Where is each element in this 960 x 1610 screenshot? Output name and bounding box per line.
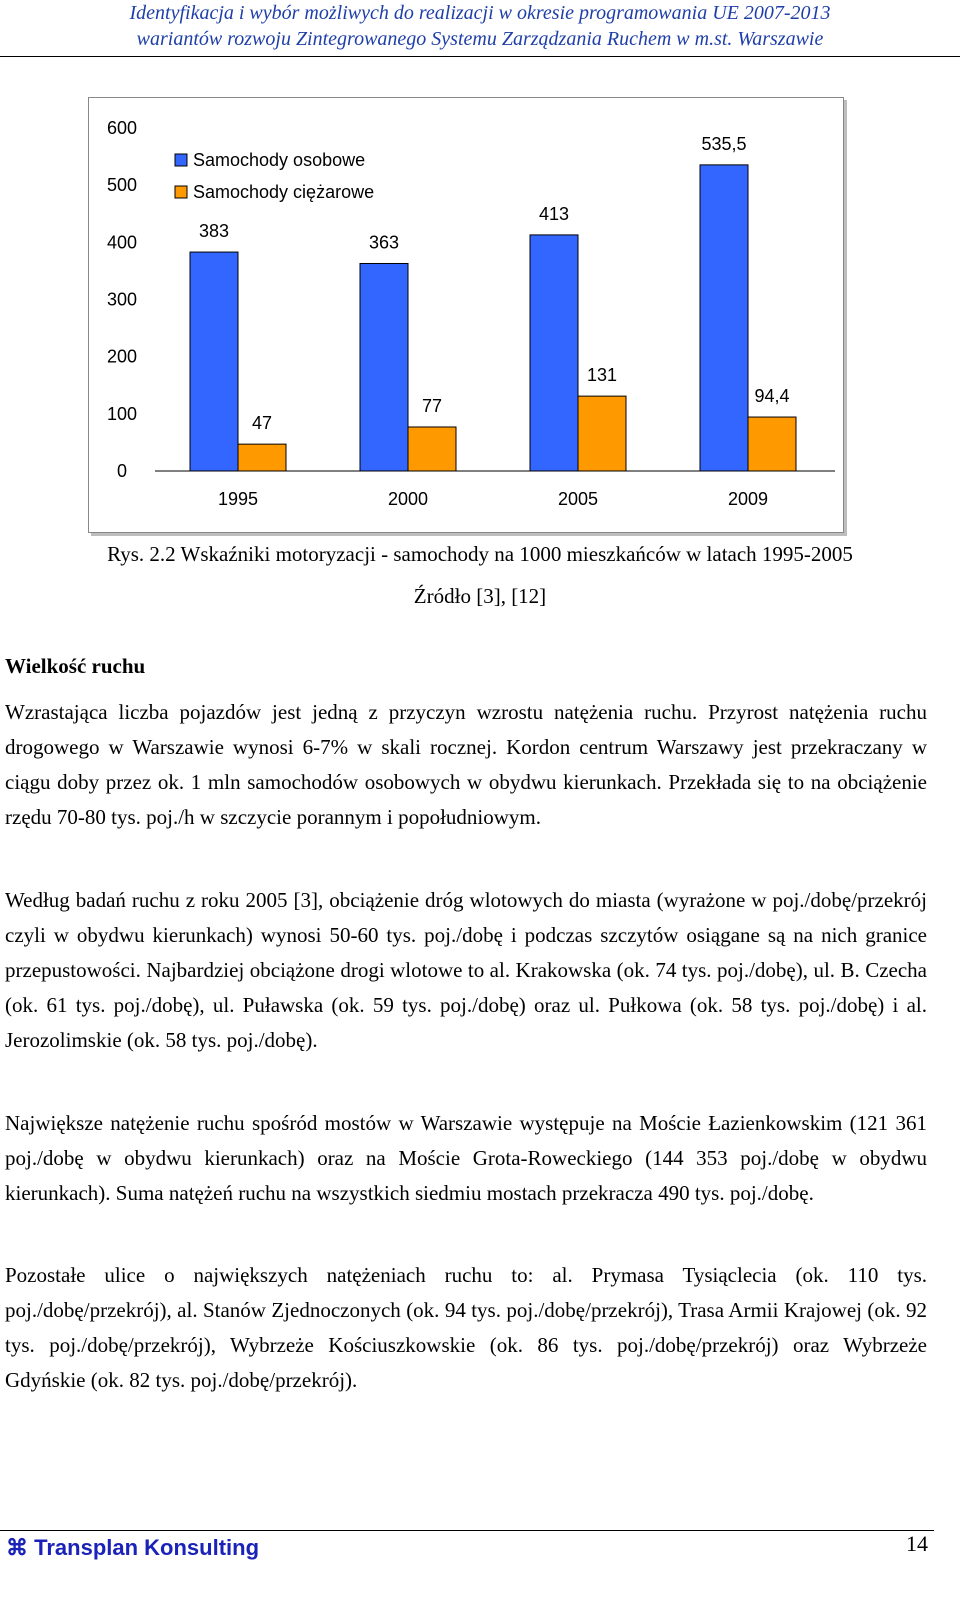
legend-label: Samochody ciężarowe	[193, 182, 375, 202]
x-tick-label: 2009	[727, 489, 769, 509]
bar	[238, 444, 286, 471]
section-title: Wielkość ruchu	[5, 654, 146, 678]
data-label: 131	[586, 365, 618, 386]
data-label: 77	[421, 395, 443, 416]
bar	[700, 165, 748, 471]
y-tick-label: 500	[106, 175, 138, 196]
bar	[360, 263, 408, 471]
data-label: 383	[198, 221, 230, 242]
header-line-1: Identyfikacja i wybór możliwych do realizacji w okresie programowania UE 2007-2013	[129, 2, 831, 24]
paragraph-3: Największe natężenie ruchu spośród mostów w Warszawie występuje na Moście Łazienkowskim (121 361 poj./dobę w obydwu kierunkach) oraz na Moście Grota-Roweckiego (144 353 poj./dobę w obydwu kierunkach). Suma natężeń ruchu na wszystkich siedmiu mostach przekracza 490 tys. poj./dobę.	[5, 1111, 927, 1205]
bar	[190, 252, 238, 471]
y-tick-label: 300	[106, 289, 138, 310]
y-tick-label: 100	[106, 403, 138, 424]
data-label: 535,5	[701, 133, 747, 154]
figure-source: Źródło [3], [12]	[413, 584, 547, 608]
y-tick-label: 600	[106, 118, 138, 138]
bar	[748, 417, 796, 471]
figure-caption: Rys. 2.2 Wskaźniki motoryzacji - samochody na 1000 mieszkańców w latach 1995-2005	[107, 542, 853, 566]
data-label: 47	[251, 413, 273, 434]
legend-swatch	[175, 186, 187, 198]
bar	[408, 427, 456, 471]
y-tick-label: 400	[106, 232, 138, 253]
y-tick-label: 200	[106, 346, 138, 367]
data-label: 363	[368, 232, 400, 253]
page-footer	[0, 1530, 934, 1571]
chart-frame	[88, 97, 844, 533]
x-tick-label: 2005	[557, 489, 599, 509]
bar-chart	[89, 98, 843, 532]
paragraph-2: Według badań ruchu z roku 2005 [3], obciążenie dróg wlotowych do miasta (wyrażone w poj./dobę/przekrój czyli w obydwu kierunkach) wynosi 50-60 tys. poj./dobę i podczas szczytów osiągane są na nich granice przepustowości. Najbardziej obciążone drogi wlotowe to al. Krakowska (ok. 74 tys. poj./dobę), ul. B. Czecha (ok. 61 tys. poj./dobę), ul. Puławska (ok. 59 tys. poj./dobę) oraz ul. Pułkowa (ok. 58 tys. poj./dobę) i al. Jerozolimskie (ok. 58 tys. poj./dobę).	[5, 888, 927, 1052]
bar	[530, 235, 578, 471]
header-line-2: wariantów rozwoju Zintegrowanego Systemu Zarządzania Ruchem w m.st. Warszawie	[136, 28, 824, 50]
page-number: 14	[906, 1531, 928, 1556]
page-header	[0, 0, 960, 57]
data-label: 94,4	[754, 386, 790, 407]
data-label: 413	[538, 203, 570, 224]
x-tick-label: 2000	[387, 489, 429, 509]
y-tick-label: 0	[116, 461, 128, 481]
legend-label: Samochody osobowe	[193, 150, 366, 170]
command-icon: ⌘	[6, 1535, 28, 1560]
x-tick-label: 1995	[217, 489, 259, 509]
paragraph-4: Pozostałe ulice o największych natężeniach ruchu to: al. Prymasa Tysiąclecia (ok. 110 tys. poj./dobę/przekrój), al. Stanów Zjednoczonych (ok. 94 tys. poj./dobę/przekrój), Trasa Armii Krajowej (ok. 92 tys. poj./dobę/przekrój), Wybrzeże Kościuszkowskie (ok. 86 tys. poj./dobę/przekrój) oraz Wybrzeże Gdyńskie (ok. 82 tys. poj./dobę/przekrój).	[5, 1263, 927, 1392]
bar	[578, 396, 626, 471]
company-name: Transplan Konsulting	[34, 1535, 260, 1560]
paragraph-1: Wzrastająca liczba pojazdów jest jedną z przyczyn wzrostu natężenia ruchu. Przyrost natężenia ruchu drogowego w Warszawie wynosi 6-7% w skali rocznej. Kordon centrum Warszawy jest przekraczany w ciągu doby przez ok. 1 mln samochodów osobowych w obydwu kierunkach. Przekłada się to na obciążenie rzędu 70-80 tys. poj./h w szczycie porannym i popołudniowym.	[5, 700, 927, 829]
footer-brand	[6, 1535, 259, 1561]
legend-swatch	[175, 154, 187, 166]
